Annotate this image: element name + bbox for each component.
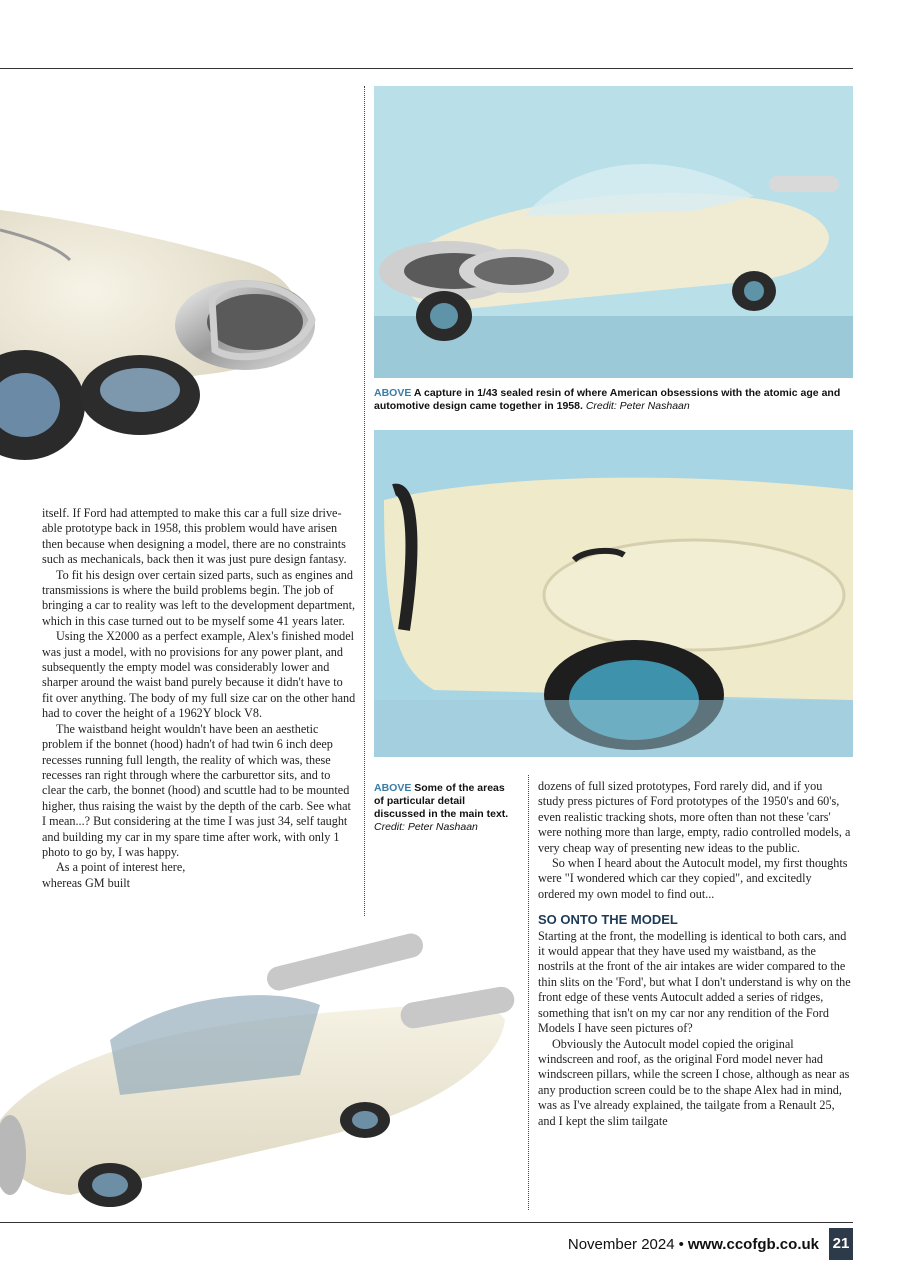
model-detail-photo — [374, 430, 853, 757]
caption-kicker: ABOVE — [374, 387, 412, 399]
body-paragraph: As a point of interest here, whereas GM built — [42, 860, 186, 890]
body-paragraph: The waistband height wouldn't have been an aesthetic problem if the bonnet (hood) hadn't of had twin 6 inch deep recesses running full length, the reality of which was, these recesses ran right through where the carburettor sits, and to clear the carb, the bonnet (hood) and scuttle had to be mounted higher, thus raising the waist by the depth of the carb. See what I mean...? But considering at the time I was just 34, self taught and building my car in my spare time after work, with only 1 photo to go by, I was happy. — [42, 721, 351, 859]
body-paragraph: itself. If Ford had attempted to make this car a full size drive-able prototype back in 1958, this problem would have arisen then because when designing a model, there are no constraints such as mechanicals, back then it was just pure design fantasy. — [42, 506, 347, 567]
issue-date: November 2024 — [567, 1235, 675, 1253]
body-paragraph: So when I heard about the Autocult model, my first thoughts were "I wondered which car they copied", and excitedly ordered my own model to find out... — [538, 856, 848, 901]
website-link[interactable]: www.ccofgb.co.uk — [687, 1235, 819, 1253]
caption-credit: Credit: Peter Nashaan — [374, 821, 478, 833]
model-car-side-photo — [0, 925, 525, 1222]
caption-top-photo — [374, 387, 852, 413]
column-divider-right — [528, 775, 529, 1210]
bottom-rule — [0, 1222, 853, 1223]
body-paragraph: Using the X2000 as a perfect example, Alex's finished model was just a model, with no provisions for any power plant, and subsequently the empty model was considerably lower and sharper around the waist band purely because it didn't have to fit over anything. The body of my full size car on the other hand had to cover the height of a 1962Y block V8. — [42, 629, 356, 721]
column-divider-left — [364, 86, 365, 916]
caption-text: Some of the areas of particular detail discussed in the main text. — [374, 782, 509, 820]
footer-separator: • — [678, 1235, 684, 1253]
caption-detail-photo — [374, 782, 514, 834]
section-subheading: SO ONTO THE MODEL — [538, 912, 678, 928]
body-paragraph: Starting at the front, the modelling is identical to both cars, and it would appear that they have used my waistband, as the nostrils at the front of the air intakes are wider compared to the thin slits on the 'Ford', but what I don't understand is why on the front edge of these vents Autocult added a series of ridges, something that isn't on my car nor any rendition of the Ford Models I have seen pictures of? — [538, 928, 851, 1036]
right-text-column — [538, 779, 851, 1129]
model-car-front-photo — [0, 150, 360, 470]
left-text-column — [42, 506, 356, 891]
top-rule — [0, 68, 853, 69]
body-paragraph: dozens of full sized prototypes, Ford rarely did, and if you study press pictures of Ford prototypes of the 1950's and 60's, even realistic tracking shots, more often than not these 'cars' were nothing more than large, empty, radio controlled models, a very cheap way of presenting new ideas to the public. — [538, 779, 851, 855]
caption-text: A capture in 1/43 sealed resin of where American obsessions with the atomic age and automotive design came together in 1958. — [374, 387, 841, 412]
autocult-model-photo-top — [374, 86, 853, 378]
body-paragraph: Obviously the Autocult model copied the original windscreen and roof, as the original Ford model never had windscreen pillars, while the screen I chose, although as near as any production screen could be to the shape Alex had in mind, was as I've already explained, the tailgate from a Renault 25, and I kept the slim tailgate — [538, 1036, 850, 1128]
page-number: 21 — [829, 1228, 853, 1260]
page-footer — [568, 1228, 853, 1260]
caption-kicker: ABOVE — [374, 782, 412, 794]
caption-credit: Credit: Peter Nashaan — [585, 400, 690, 412]
body-paragraph: To fit his design over certain sized parts, such as engines and transmissions is where the build problems begin. The job of bringing a car to reality was left to the development department, which in this case turned out to be myself some 41 years later. — [42, 567, 356, 628]
